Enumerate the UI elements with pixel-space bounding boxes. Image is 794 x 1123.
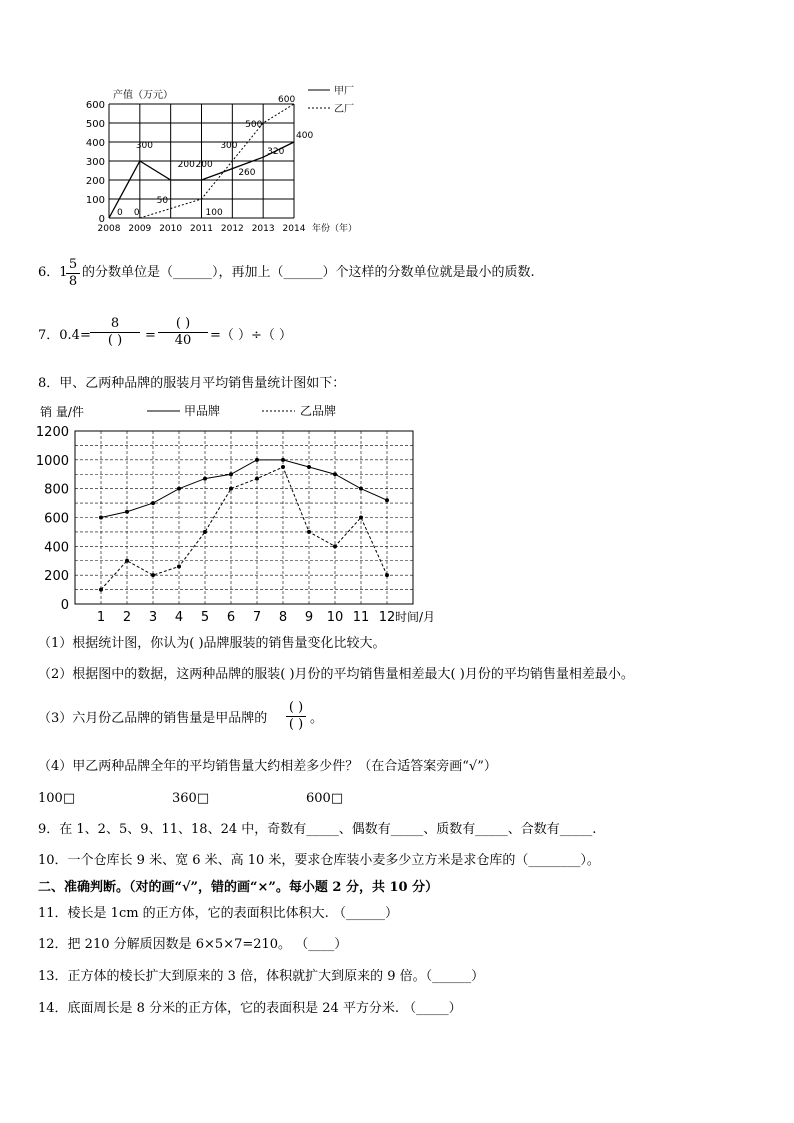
data-label-jia: 200 [177,160,195,170]
data-point-jia [125,510,129,514]
question-8-sub1: （1）根据统计图，你认为( )品牌服装的销售量变化比较大。 [38,636,386,651]
option-600[interactable]: 600□ [306,791,344,806]
series-line-jia [101,460,387,518]
fraction-denominator: 8 [66,273,80,290]
x-tick-label: 2012 [220,224,244,234]
data-point-yi [281,465,285,469]
sales-chart-svg [30,398,470,624]
data-point-yi [177,565,181,569]
x-tick-label: 2009 [128,224,152,234]
series-line-yi [101,467,387,590]
data-point-jia [255,458,259,462]
data-point-yi [203,530,207,534]
y-tick-label: 200 [85,176,105,187]
sales-chart [30,398,470,624]
x-tick-label: 6 [226,610,236,624]
data-point-yi [151,573,155,577]
y-tick-label: 0 [60,598,69,613]
data-label-yi: 600 [278,95,296,105]
x-tick-label: 2011 [190,224,213,234]
data-label-jia: 400 [296,131,314,141]
data-point-yi [333,544,337,548]
data-point-jia [385,498,389,502]
x-tick-label: 8 [278,610,288,624]
data-point-jia [359,487,363,491]
x-tick-label: 11 [352,610,370,624]
question-14: 14．底面周长是 8 分米的正方体，它的表面积是 24 平方分米. （_____） [38,1001,462,1016]
x-tick-label: 9 [304,610,314,624]
data-label-yi: 500 [245,120,263,130]
question-8-sub4: （4）甲乙两种品牌全年的平均销售量大约相差多少件？（在合适答案旁画“√”） [38,759,497,774]
y-tick-label: 400 [44,540,69,556]
fraction-numerator: 5 [68,257,78,272]
question-7-equals: = [145,328,156,343]
option-100[interactable]: 100□ [38,791,76,806]
y-tick-label: 200 [44,569,69,585]
data-label-jia: 320 [267,147,285,157]
question-11: 11．棱长是 1cm 的正方体，它的表面积比体积大. （______） [38,906,398,921]
y-tick-label: 1200 [35,425,69,440]
data-point-jia [151,501,155,505]
y-tick-label: 600 [44,511,69,527]
y-axis-title: 产值（万元） [113,90,173,101]
x-tick-label: 4 [174,610,184,624]
y-tick-label: 0 [98,214,105,225]
data-point-jia [281,458,285,462]
y-tick-label: 400 [85,138,105,149]
y-tick-label: 800 [44,482,69,498]
question-12: 12．把 210 分解质因数是 6×5×7=210。 （____） [38,937,348,952]
fraction-denominator: 40 [158,332,208,349]
y-tick-label: 100 [85,195,105,206]
y-tick-label: 600 [85,100,105,111]
fraction-numerator: 8 [110,316,120,331]
question-8-sub3: （3）六月份乙品牌的销售量是甲品牌的 [38,711,268,726]
legend-label-jia: 甲厂 [334,86,354,97]
question-8-sub3-fraction [286,700,306,733]
x-tick-label: 3 [148,610,158,624]
x-tick-label: 2 [122,610,132,624]
question-9: 9．在 1、2、5、9、11、18、24 中，奇数有_____、偶数有_____、质数有_____、合数有_____. [38,822,597,837]
x-tick-label: 2010 [159,224,183,234]
question-7-fraction-2 [158,316,208,349]
y-tick-label: 500 [85,119,105,130]
question-7-tail: =（ ）÷（ ） [210,328,293,343]
legend-label-yi: 乙厂 [334,104,354,115]
option-360[interactable]: 360□ [172,791,210,806]
data-label-yi: 50 [156,196,169,206]
y-axis-title: 销 量/件 [40,405,84,419]
x-tick-label: 10 [326,610,344,624]
data-label-yi: 0 [133,208,140,218]
fraction-denominator: ( ) [286,716,306,733]
data-point-jia [99,516,103,520]
data-point-jia [177,487,181,491]
data-point-yi [385,573,389,577]
data-label-jia: 260 [238,168,256,178]
x-tick-label: 12 [378,610,396,624]
question-7-fraction-1 [90,316,140,349]
y-tick-label: 300 [85,157,105,168]
question-8-title: 8．甲、乙两种品牌的服装月平均销售量统计图如下： [38,376,346,391]
x-tick-label: 2008 [97,224,121,234]
fraction-denominator: ( ) [90,332,140,349]
data-point-jia [333,472,337,476]
data-point-yi [359,516,363,520]
data-label-jia: 300 [135,141,154,151]
data-point-jia [203,477,207,481]
question-6-text: 的分数单位是（______），再加上（______）个这样的分数单位就是最小的质数. [82,265,535,280]
question-8-sub3-end: 。 [310,711,324,726]
data-point-yi [229,487,233,491]
data-point-yi [125,559,129,563]
data-label-yi: 300 [220,141,238,151]
data-label-yi: 100 [205,208,223,218]
question-13: 13．正方体的棱长扩大到原来的 3 倍，体积就扩大到原来的 9 倍。（______） [38,969,485,984]
output-chart-svg [80,78,370,238]
fraction-numerator: ( ) [288,700,304,715]
x-tick-label: 7 [252,610,262,624]
data-label-jia: 0 [117,208,123,218]
output-chart [80,78,370,238]
x-tick-label: 5 [200,610,210,624]
question-6-fraction [66,257,80,290]
x-axis-title: 年份（年） [312,224,358,234]
data-point-jia [307,465,311,469]
x-tick-label: 2014 [282,224,306,234]
data-label-jia: 200 [195,160,213,170]
y-tick-label: 1000 [35,453,69,469]
data-point-yi [255,477,259,481]
legend-label-jia: 甲品牌 [184,404,221,418]
question-6-number: 6．1 [38,265,68,280]
data-point-jia [229,472,233,476]
question-7-number: 7．0.4= [38,328,91,343]
legend-label-yi: 乙品牌 [300,404,337,418]
x-tick-label: 2013 [251,224,275,234]
x-axis-title: 时间/月 [395,610,436,624]
data-point-yi [307,530,311,534]
data-point-yi [99,588,103,592]
question-8-sub2: （2）根据图中的数据，这两种品牌的服装( )月份的平均销售量相差最大( )月份的平均销售量相差最小。 [38,667,634,682]
section-2-heading: 二、准确判断。（对的画“√”，错的画“×”。每小题 2 分，共 10 分） [38,880,439,895]
x-tick-label: 1 [96,610,106,624]
fraction-numerator: ( ) [175,316,191,331]
question-10: 10．一个仓库长 9 米、宽 6 米、高 10 米，要求仓库装小麦多少立方米是求仓库的（________）。 [38,853,600,868]
